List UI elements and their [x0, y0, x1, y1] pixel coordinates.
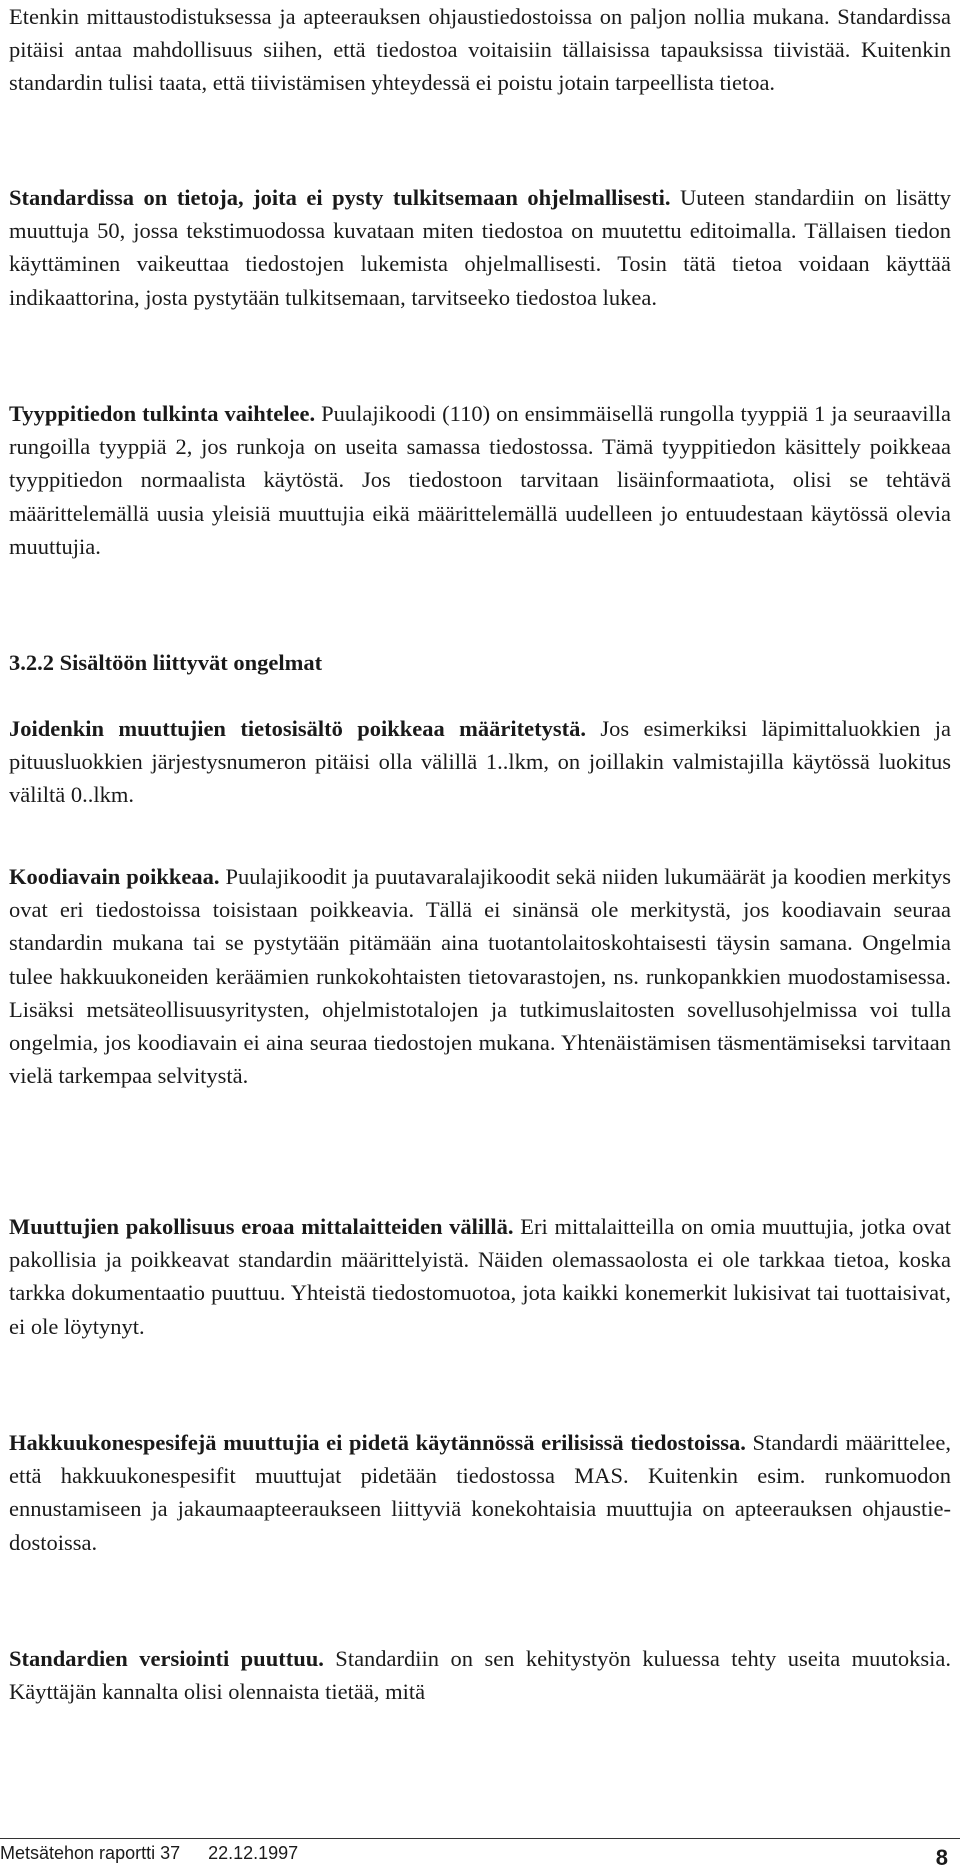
footer-publication: Metsätehon raportti 37 [0, 1843, 181, 1863]
footer-rule [0, 1838, 960, 1839]
page-number: 8 [935, 1845, 948, 1870]
paragraph-8 [9, 1642, 951, 1708]
paragraph-text: Eri mittalaitteilla on omia muuttujia, jotka ovat pakollisia ja poikkeavat standardin määrittelyistä. Näiden olemassaolosta ei ole tarkkaa tietoa, koska tarkka dokumentaatio puuttuu. Yhteistä tiedostomuotoa, jota kaikki konemerkit lukisivat tai tuottaisivat, ei ole löytynyt. [9, 1214, 952, 1339]
paragraph-3 [9, 397, 951, 563]
paragraph-lead: Standardissa on tietoja, joita ei pysty tulkitsemaan ohjelmallisesti. [9, 185, 671, 210]
paragraph-7 [9, 1426, 951, 1559]
paragraph-1 [9, 0, 951, 100]
paragraph-lead: Standardien versiointi puuttuu. [9, 1646, 324, 1671]
paragraph-lead: Joidenkin muuttujien tietosisältö poikkeaa määritetystä. [9, 716, 586, 741]
paragraph-6 [9, 1210, 951, 1343]
paragraph-2 [9, 181, 951, 314]
paragraph-text: Puulajikoodit ja puutavaralajikoodit sekä niiden lukumäärät ja koodien merkitys ovat eri tiedostoissa toisistaan poikkeavia. Tällä ei sinänsä ole merkitystä, jos koodiavain seuraa standardin mukana tai se pystytään pitämään aina tuotantolaitoskohtaisesti täysin samana. Ongelmia tulee hakkuukoneiden keräämien runkokohtaisten tietovarastojen, ns. runkopankkien muodostamisessa. Lisäksi metsäteollisuusyritysten, ohjelmistotalojen ja tutkimuslaitosten sovellusohjelmissa voi tulla ongelmia, jos koodiavain ei aina seuraa tiedostojen mukana. Yhtenäistämisen täsmentämiseksi tarvitaan vielä tarkempaa selvitystä. [9, 864, 951, 1089]
paragraph-lead: Muuttujien pakollisuus eroaa mittalaitteiden välillä. [9, 1214, 514, 1239]
paragraph-lead: Hakkuukonespesifejä muuttujia ei pidetä käytännössä erilisissä tiedostoissa. [9, 1430, 746, 1455]
section-heading: 3.2.2 Sisältöön liittyvät ongelmat [9, 650, 323, 675]
paragraph-5 [9, 860, 951, 1092]
paragraph-text: Etenkin mittaustodistuksessa ja apteerauksen ohjaustiedostoissa on paljon nollia mukana. Standardissa pitäisi antaa mahdollisuus siihen, että tiedostoa voitaisiin tällaisissa tapauksissa tiivistää. Kuitenkin standardin tulisi taata, että tiivistämisen yhteydessä ei poistu jotain tarpeellista tietoa. [9, 4, 951, 96]
paragraph-text: Jos esimerkiksi läpimittaluokkien ja pituusluokkien järjestysnumeron pitäisi olla välillä 1..lkm, on joillakin valmistajilla käytössä luokitus väliltä 0..lkm. [9, 716, 951, 808]
footer-date: 22.12.1997 [208, 1843, 299, 1863]
paragraph-lead: Koodiavain poikkeaa. [9, 864, 220, 889]
paragraph-text: Uuteen standardiin on lisätty muuttuja 50, jossa tekstimuodossa kuvataan miten tiedostoa on muutettu editoimalla. Tällaisen tiedon käyttäminen vaikeuttaa tiedostojen lukemista ohjelmallisesti. Tosin tätä tietoa voidaan käyttää indikaattorina, josta pystytään tulkitsemaan, tarvitseeko tiedostoa lukea. [9, 185, 951, 310]
paragraph-text: Puulajikoodi (110) on ensimmäisellä rungolla tyyppiä 1 ja seuraavilla rungoilla tyyppiä 2, jos runkoja on useita samassa tiedostossa. Tämä tyyppitiedon käsittely poikkeaa tyyppitiedon normaalista käytöstä. Jos tiedostoon tarvitaan lisäinformaatiota, olisi se tehtävä määrittelemällä uusia yleisiä muuttujia eikä määrittelemällä uudelleen jo entuudestaan käytössä olevia muuttujia. [9, 401, 952, 559]
paragraph-lead: Tyyppitiedon tulkinta vaihtelee. [9, 401, 316, 426]
paragraph-4 [9, 712, 951, 812]
paragraph-text: Standardiin on sen kehitystyön kuluessa tehty useita muutoksia. Käyttäjän kannalta olisi olennaista tietää, mitä [9, 1646, 951, 1705]
footer-publication-info [0, 1842, 298, 1864]
paragraph-text: Standardi määrittelee, että hakkuukonespesifit muuttujat pidetään tiedostossa MAS. Kuitenkin esim. runkomuodon ennustamiseen ja jakaumaapteeraukseen liittyviä konekohtaisia muuttujia on apteerauksen ohjaustiedostoissa. [9, 1430, 951, 1555]
